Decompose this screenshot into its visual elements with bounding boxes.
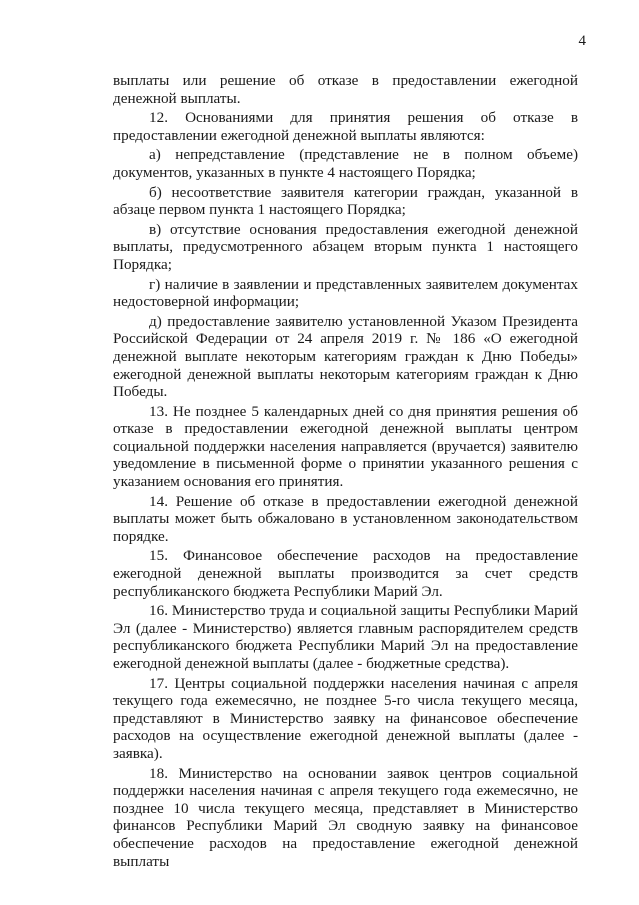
subitem-b: б) несоответствие заявителя категории граждан, указанной в абзаце первом пункта 1 настоящего Порядка; <box>113 183 578 219</box>
paragraph-item-16: 16. Министерство труда и социальной защиты Республики Марий Эл (далее - Министерство) является главным распорядителем средств республиканского бюджета Республики Марий Эл на предоставление ежегодной денежной выплаты (далее - бюджетные средства). <box>113 602 578 672</box>
subitem-d: д) предоставление заявителю установленной Указом Президента Российской Федерации от 24 апреля 2019 г. № 186 «О ежегодной денежной выплате некоторым категориям граждан к Дню Победы» ежегодной денежной выплаты некоторым категориям граждан к Дню Победы. <box>113 312 578 401</box>
subitem-g: г) наличие в заявлении и представленных заявителем документах недостоверной информации; <box>113 275 578 311</box>
paragraph-item-14: 14. Решение об отказе в предоставлении ежегодной денежной выплаты может быть обжаловано в установленном законодательством порядке. <box>113 492 578 545</box>
page-number: 4 <box>578 33 586 49</box>
subitem-a: а) непредставление (представление не в полном объеме) документов, указанных в пункте 4 настоящего Порядка; <box>113 146 578 181</box>
paragraph-item-13: 13. Не позднее 5 календарных дней со дня принятия решения об отказе в предоставлении ежегодной денежной выплаты центром социальной поддержки населения направляется (вручается) заявителю уведомление в письменной форме о принятии указанного решения с указанием основания его принятия. <box>113 402 578 491</box>
subitem-v: в) отсутствие основания предоставления ежегодной денежной выплаты, предусмотренного абзацем вторым пункта 1 настоящего Порядка; <box>113 220 578 273</box>
paragraph-item-18: 18. Министерство на основании заявок центров социальной поддержки населения начиная с апреля текущего года ежемесячно, не позднее 10 числа текущего месяца, представляет в Министерство финансов Республики Марий Эл сводную заявку на финансовое обеспечение расходов на предоставление ежегодной денежной выплаты <box>113 764 578 870</box>
paragraph-item-12: 12. Основаниями для принятия решения об отказе в предоставлении ежегодной денежной выплаты являются: <box>113 109 578 144</box>
paragraph-continuation: выплаты или решение об отказе в предоставлении ежегодной денежной выплаты. <box>113 72 578 107</box>
paragraph-item-15: 15. Финансовое обеспечение расходов на предоставление ежегодной денежной выплаты производится за счет средств республиканского бюджета Республики Марий Эл. <box>113 547 578 600</box>
paragraph-item-17: 17. Центры социальной поддержки населения начиная с апреля текущего года ежемесячно, не позднее 5-го числа текущего месяца, представляют в Министерство заявку на финансовое обеспечение расходов на осуществление ежегодной денежной выплаты (далее - заявка). <box>113 674 578 762</box>
document-body <box>113 72 578 870</box>
